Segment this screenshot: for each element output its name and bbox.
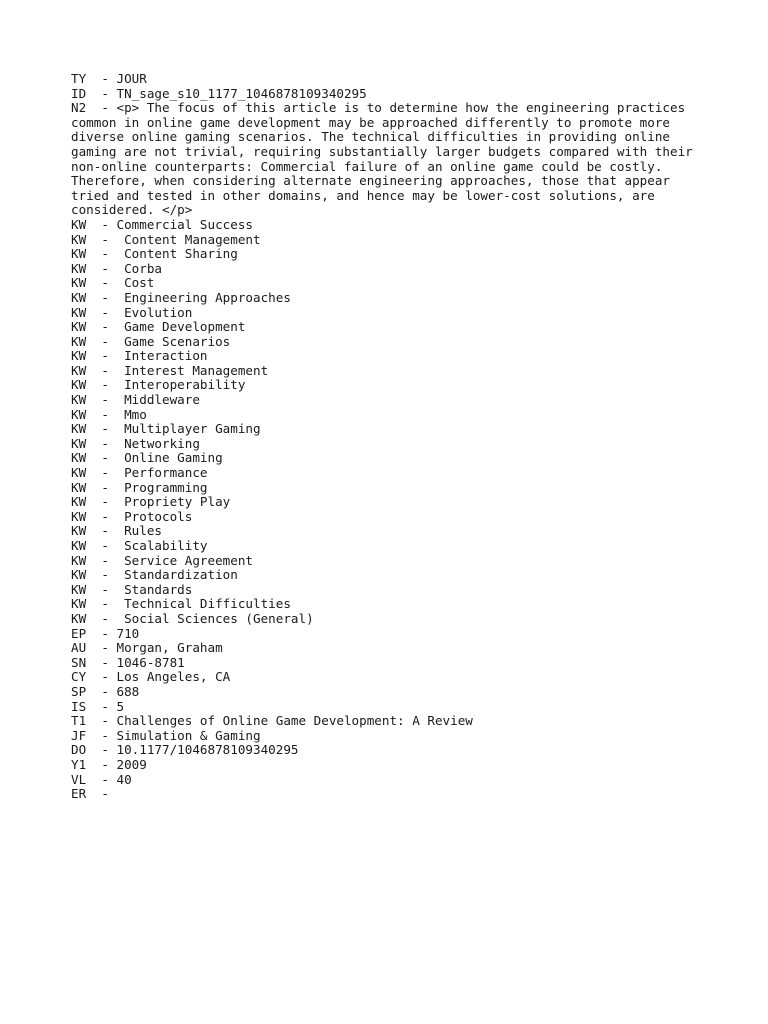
field-tag: AU [71,640,87,656]
field-separator: - [86,640,117,656]
field-separator: - [86,304,125,320]
ris-field-sp [71,685,711,700]
field-value: Corba [124,260,163,276]
field-separator: - [86,260,125,276]
field-tag: KW [71,392,87,408]
field-value: Content Sharing [124,246,238,262]
field-tag: KW [71,216,87,232]
ris-field-do [71,743,711,758]
field-tag: JF [71,727,87,743]
field-separator: - [86,727,117,743]
field-value: 2009 [116,756,147,772]
field-tag: KW [71,246,87,262]
field-separator: - [86,231,125,247]
field-separator: - [86,392,125,408]
field-separator: - [86,683,117,699]
ris-field-kw [71,539,711,554]
field-tag: KW [71,494,87,510]
field-value: Multiplayer Gaming [124,421,261,437]
field-value: Protocols [124,508,193,524]
field-value: Standards [124,581,193,597]
ris-field-kw [71,554,711,569]
ris-field-ty [71,72,711,87]
field-value: Scalability [124,538,208,553]
field-tag: IS [71,698,87,714]
field-separator: - [86,654,117,670]
field-separator: - [86,450,125,466]
field-separator: - [86,479,125,495]
field-separator: - [86,246,125,262]
field-value: Mmo [124,406,147,422]
field-value: 688 [116,683,140,699]
ris-field-kw [71,597,711,612]
field-tag: KW [71,567,87,583]
ris-field-au [71,641,711,656]
ris-field-continuation [71,145,711,160]
ris-field-er [71,787,711,802]
field-value: 10.1177/1046878109340295 [116,742,299,758]
field-separator: - [86,333,125,349]
field-separator: - [86,698,117,714]
field-tag: KW [71,289,87,305]
field-value: 710 [116,625,140,641]
field-value: Evolution [124,304,193,320]
field-value: Social Sciences (General) [124,610,314,626]
field-tag: DO [71,742,87,758]
field-value: <p> The focus of this article is to determine how the engineering practices [116,100,686,116]
ris-field-kw [71,349,711,364]
ris-field-kw [71,262,711,277]
field-tag: KW [71,333,87,349]
field-value: Morgan, Graham [116,640,223,656]
ris-field-kw [71,437,711,452]
field-tag: ER [71,786,87,802]
ris-field-sn [71,656,711,671]
field-value: Performance [124,465,208,481]
ris-field-kw [71,378,711,393]
field-value: Programming [124,479,208,495]
field-separator: - [86,625,117,641]
ris-field-kw [71,451,711,466]
field-value: Standardization [124,567,238,583]
field-tag: ID [71,85,87,101]
field-tag: KW [71,450,87,466]
ris-citation-document [71,72,711,802]
ris-field-id [71,87,711,102]
field-separator: - [86,275,125,291]
ris-field-kw [71,583,711,598]
field-value: TN_sage_s10_1177_1046878109340295 [116,85,367,101]
field-tag: KW [71,304,87,320]
field-value: non-online counterparts: Commercial failure of an online game could be costly. [71,158,663,174]
field-separator: - [86,508,125,524]
field-separator: - [86,756,117,772]
field-value: Rules [124,523,163,539]
field-separator: - [86,669,117,685]
ris-field-kw [71,393,711,408]
field-value: Propriety Play [124,494,231,510]
field-tag: KW [71,581,87,597]
ris-field-kw [71,306,711,321]
ris-field-continuation [71,160,711,175]
field-tag: Y1 [71,756,87,772]
ris-field-kw [71,510,711,525]
ris-field-kw [71,481,711,496]
field-tag: CY [71,669,87,685]
field-separator: - [86,713,117,729]
field-value: Interoperability [124,377,246,393]
field-separator: - [86,786,117,802]
field-separator: - [86,216,117,232]
field-separator: - [86,319,125,335]
field-value: Commercial Success [116,216,253,232]
field-value: gaming are not trivial, requiring substantially larger budgets compared with their [71,143,693,159]
field-separator: - [86,538,125,553]
field-separator: - [86,435,125,451]
field-separator: - [86,567,125,583]
ris-field-kw [71,247,711,262]
ris-field-is [71,700,711,715]
field-tag: KW [71,362,87,378]
field-tag: KW [71,596,87,612]
field-value: Simulation & Gaming [116,727,261,743]
field-tag: SN [71,654,87,670]
ris-field-cy [71,670,711,685]
field-separator: - [86,771,117,787]
field-value: 5 [116,698,125,714]
field-value: Engineering Approaches [124,289,291,305]
field-tag: KW [71,508,87,524]
field-value: Therefore, when considering alternate engineering approaches, those that appear [71,173,670,189]
field-value: Cost [124,275,155,291]
field-value: Game Development [124,319,246,335]
ris-field-kw [71,364,711,379]
field-value: 40 [116,771,132,787]
field-separator: - [86,596,125,612]
field-separator: - [86,289,125,305]
ris-field-continuation [71,203,711,218]
ris-field-t1 [71,714,711,729]
field-tag: KW [71,348,87,364]
field-tag: VL [71,771,87,787]
field-value: tried and tested in other domains, and hence may be lower-cost solutions, are [71,187,655,203]
field-separator: - [86,494,125,510]
field-tag: EP [71,625,87,641]
field-separator: - [86,362,125,378]
ris-field-kw [71,408,711,423]
field-value: 1046-8781 [116,654,185,670]
field-value: Online Gaming [124,450,223,466]
field-tag: KW [71,421,87,437]
ris-field-kw [71,335,711,350]
field-tag: KW [71,275,87,291]
field-tag: KW [71,465,87,481]
field-separator: - [86,377,125,393]
ris-field-kw [71,218,711,233]
field-tag: KW [71,523,87,539]
field-separator: - [86,100,117,116]
field-separator: - [86,406,125,422]
field-tag: N2 [71,100,87,116]
ris-field-ep [71,627,711,642]
field-value: Interaction [124,348,208,364]
field-value: Middleware [124,392,200,408]
field-separator: - [86,85,117,101]
ris-field-kw [71,320,711,335]
ris-field-kw [71,568,711,583]
field-value: considered. </p> [71,202,193,218]
field-value: Technical Difficulties [124,596,291,612]
field-separator: - [86,71,117,86]
field-tag: KW [71,552,87,568]
field-tag: KW [71,319,87,335]
ris-field-continuation [71,189,711,204]
field-value: diverse online gaming scenarios. The technical difficulties in providing online [71,129,670,145]
field-tag: KW [71,610,87,626]
field-separator: - [86,523,125,539]
field-tag: KW [71,435,87,451]
ris-field-kw [71,422,711,437]
field-tag: T1 [71,713,87,729]
field-tag: KW [71,538,87,553]
ris-field-kw [71,466,711,481]
field-tag: TY [71,71,87,86]
ris-field-n2 [71,101,711,116]
ris-field-continuation [71,116,711,131]
field-value: Content Management [124,231,261,247]
ris-field-vl [71,773,711,788]
field-separator: - [86,581,125,597]
field-tag: KW [71,260,87,276]
field-value: Challenges of Online Game Development: A Review [116,713,473,729]
field-separator: - [86,742,117,758]
field-tag: KW [71,479,87,495]
field-separator: - [86,421,125,437]
ris-field-kw [71,276,711,291]
ris-field-kw [71,524,711,539]
field-tag: KW [71,231,87,247]
ris-field-kw [71,291,711,306]
ris-field-continuation [71,130,711,145]
ris-field-kw [71,612,711,627]
field-separator: - [86,552,125,568]
field-value: Networking [124,435,200,451]
ris-field-jf [71,729,711,744]
field-separator: - [86,610,125,626]
field-tag: SP [71,683,87,699]
field-value: Game Scenarios [124,333,231,349]
ris-field-continuation [71,174,711,189]
field-value: Los Angeles, CA [116,669,231,685]
field-value: Interest Management [124,362,269,378]
field-tag: KW [71,406,87,422]
field-value: JOUR [116,71,147,86]
field-separator: - [86,348,125,364]
ris-field-y1 [71,758,711,773]
ris-field-kw [71,233,711,248]
field-value: Service Agreement [124,552,253,568]
field-separator: - [86,465,125,481]
field-value: common in online game development may be approached differently to promote more [71,114,670,130]
field-tag: KW [71,377,87,393]
ris-field-kw [71,495,711,510]
